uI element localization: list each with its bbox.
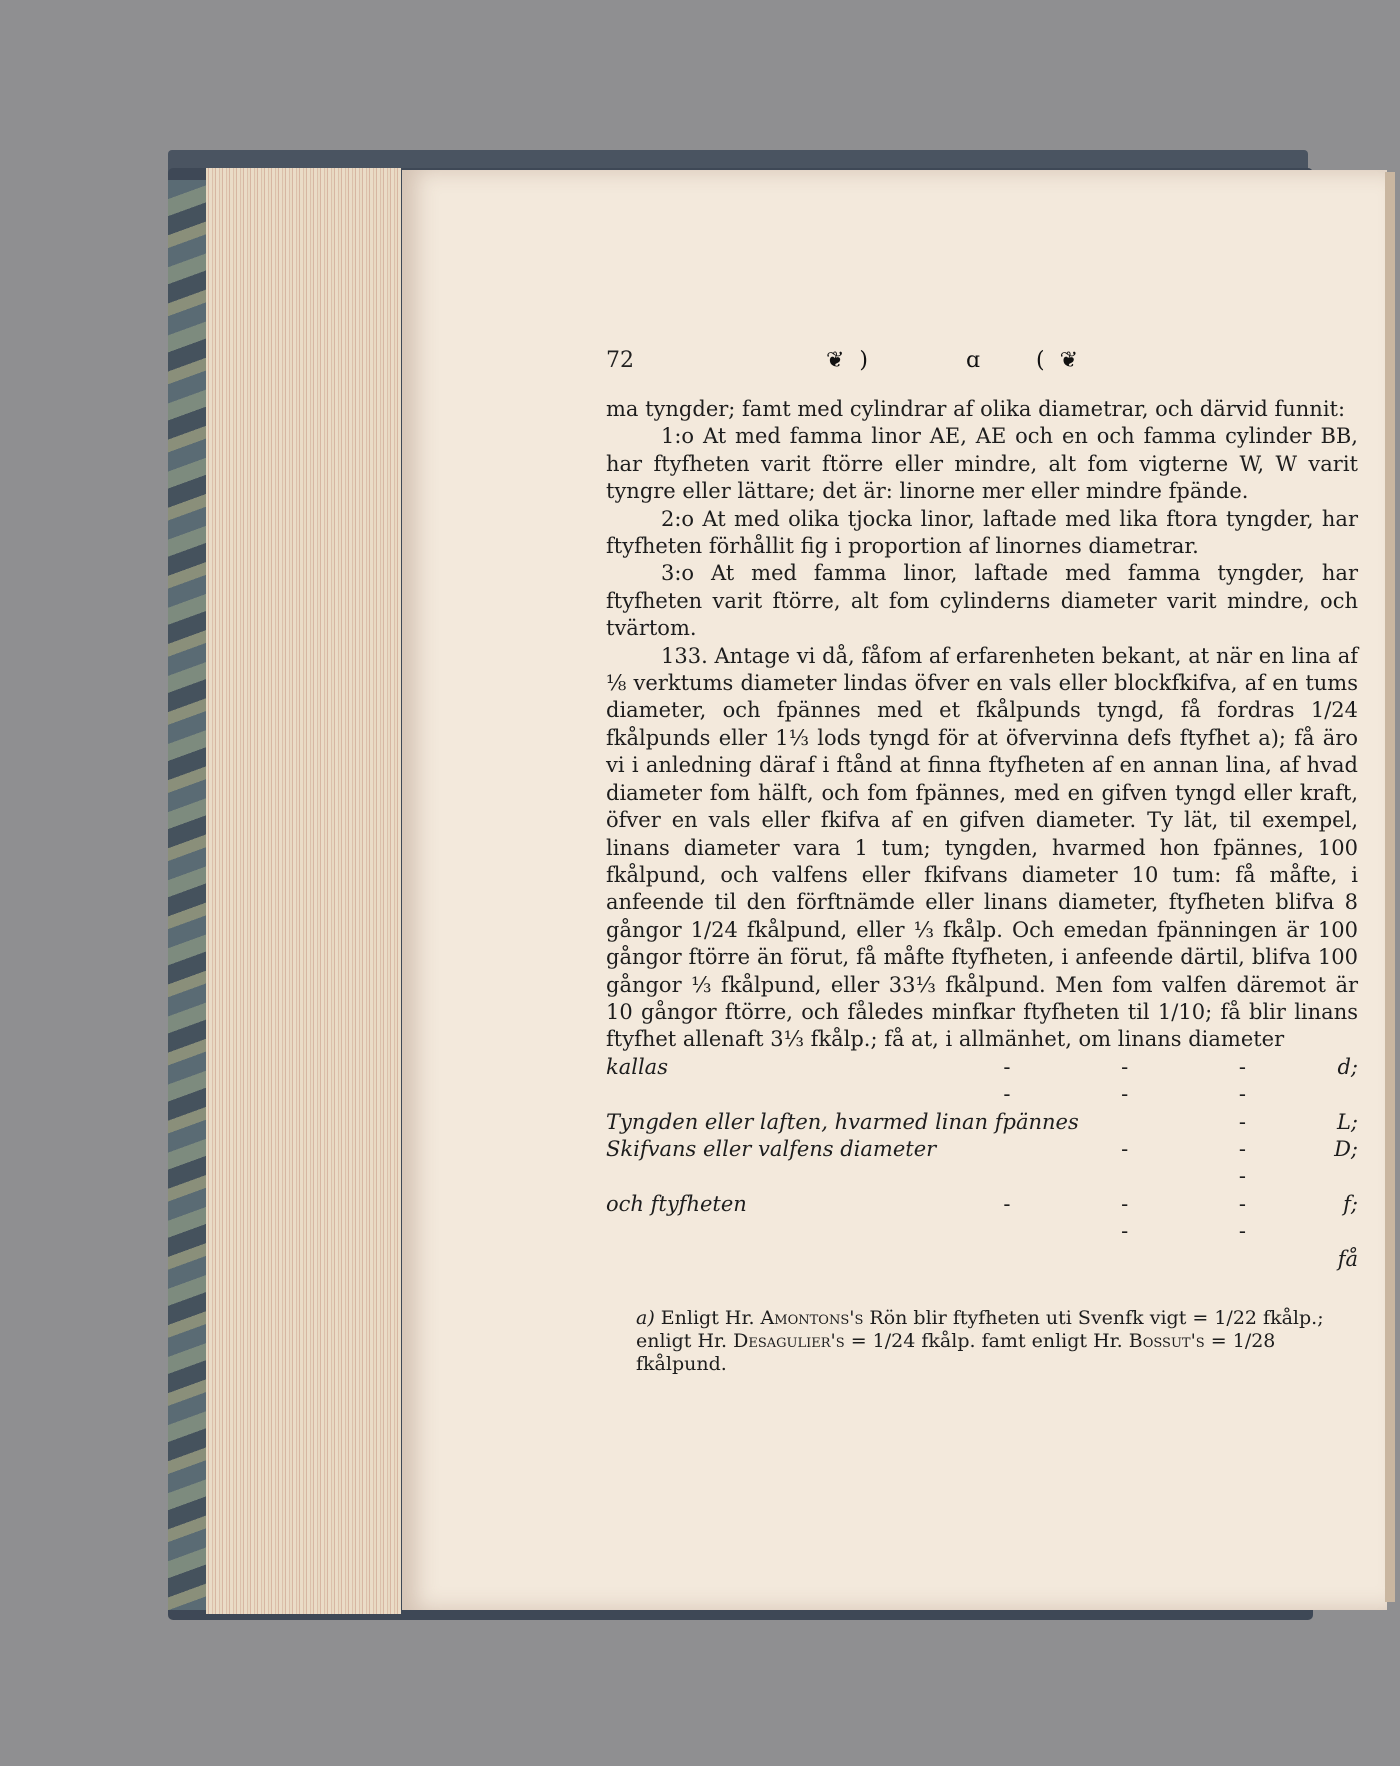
ornament-left: ❦ ): [826, 348, 873, 373]
definition-symbol: D;: [1334, 1136, 1358, 1161]
catchword: få: [1337, 1246, 1358, 1271]
definition-dots: - - -: [1121, 1136, 1298, 1189]
definition-dots: - - - - - -: [1003, 1054, 1298, 1107]
marbled-edge: [168, 180, 208, 1610]
paragraph-continuation: ma tyngder; famt med cylindrar af olika diametrar, och därvid funnit:: [606, 397, 1346, 421]
definition-row: [606, 1136, 1358, 1191]
footnote-text: Rön blir ftyfheten uti Svenfk vigt = 1/22 fkålp.; enligt Hr.: [636, 1307, 1324, 1352]
definition-label: kallas: [606, 1054, 668, 1079]
definition-symbol: L;: [1336, 1109, 1358, 1134]
page-header: [606, 348, 1361, 388]
page-stack: [206, 168, 401, 1614]
body-text: [606, 396, 1358, 1273]
footnote-marker: a): [636, 1307, 655, 1329]
definition-symbol: f;: [1343, 1191, 1358, 1216]
footnote-text: = 1/28 fkålpund.: [636, 1330, 1276, 1375]
footnote-text: = 1/24 fkålp. famt enligt Hr.: [850, 1330, 1123, 1352]
paragraph-2: 2:o At med olika tjocka linor, laftade med lika ftora tyngder, har ftyfheten förhållit fig i proportion af linornes diametrar.: [606, 506, 1358, 559]
footnote-text: Enligt Hr.: [660, 1307, 755, 1329]
ornament-mid: ɑ: [966, 348, 985, 373]
page-edge: [1385, 172, 1395, 1602]
definition-dots: - - - - -: [1003, 1191, 1298, 1244]
paragraph-133: 133. Antage vi då, fåfom af erfarenheten bekant, at när en lina af ⅛ verktums diameter lindas öfver en vals eller blockfkifva, af en tums diameter, och fpännes med et fkålpunds tyngd, få fordras 1/24 fkålpunds eller 1⅓ lods tyngd för at öfvervinna defs ftyfhet a); få äro vi i anledning däraf i ftånd at finna ftyfheten af en annan lina, af hvad diameter fom hälft, och fom fpännes, med en gifven tyngd eller kraft, öfver en vals eller fkifva af en gifven diameter. Ty lät, til exempel, linans diameter vara 1 tum; tyngden, hvarmed hon fpännes, 100 fkålpund, och valfens eller fkifvans diameter 10 tum: få måfte, i anfeende til den förftnämde eller linans diameter, ftyfheten blifva 8 gångor 1/24 fkålpund, eller ⅓ fkålp. Och emedan fpänningen är 100 gångor ftörre än förut, få måfte ftyfheten, i anfeende därtil, blifva 100 gångor ⅓ fkålpund, eller 33⅓ fkålpund. Men fom valfen däremot är 10 gångor ftörre, och fåledes minfkar ftyfheten til 1/10; få blir linans ftyfhet allenaft 3⅓ fkålp.; få at, i allmänhet, om linans diameter: [606, 643, 1358, 1052]
definition-row: [606, 1054, 1358, 1109]
footnote: [636, 1307, 1358, 1376]
page-number: 72: [606, 348, 634, 373]
definition-symbol: d;: [1337, 1054, 1358, 1079]
footnote-name: Desagulier's: [733, 1330, 845, 1352]
definition-label: Tyngden eller laften, hvarmed linan fpännes: [606, 1109, 1079, 1134]
definition-dots: -: [1238, 1109, 1298, 1134]
footnote-name: Bossut's: [1128, 1330, 1205, 1352]
definition-row: [606, 1191, 1358, 1246]
ornament-right: ( ❦: [1036, 348, 1083, 373]
paragraph-3: 3:o At med famma linor, laftade med famma tyngder, har ftyfheten varit ftörre, alt fom cylinderns diameter varit mindre, och tvärtom.: [606, 561, 1358, 641]
footnote-name: Amontons's: [760, 1307, 864, 1329]
definition-row: [606, 1109, 1358, 1136]
paragraph-1: 1:o At med famma linor AE, AE och en och famma cylinder BB, har ftyfheten varit ftörre eller mindre, alt fom vigterne W, W varit tyngre eller lättare; det är: linorne mer eller mindre fpände.: [606, 424, 1358, 504]
definition-label: och ftyfheten: [606, 1191, 747, 1216]
definition-label: Skifvans eller valfens diameter: [606, 1136, 937, 1161]
